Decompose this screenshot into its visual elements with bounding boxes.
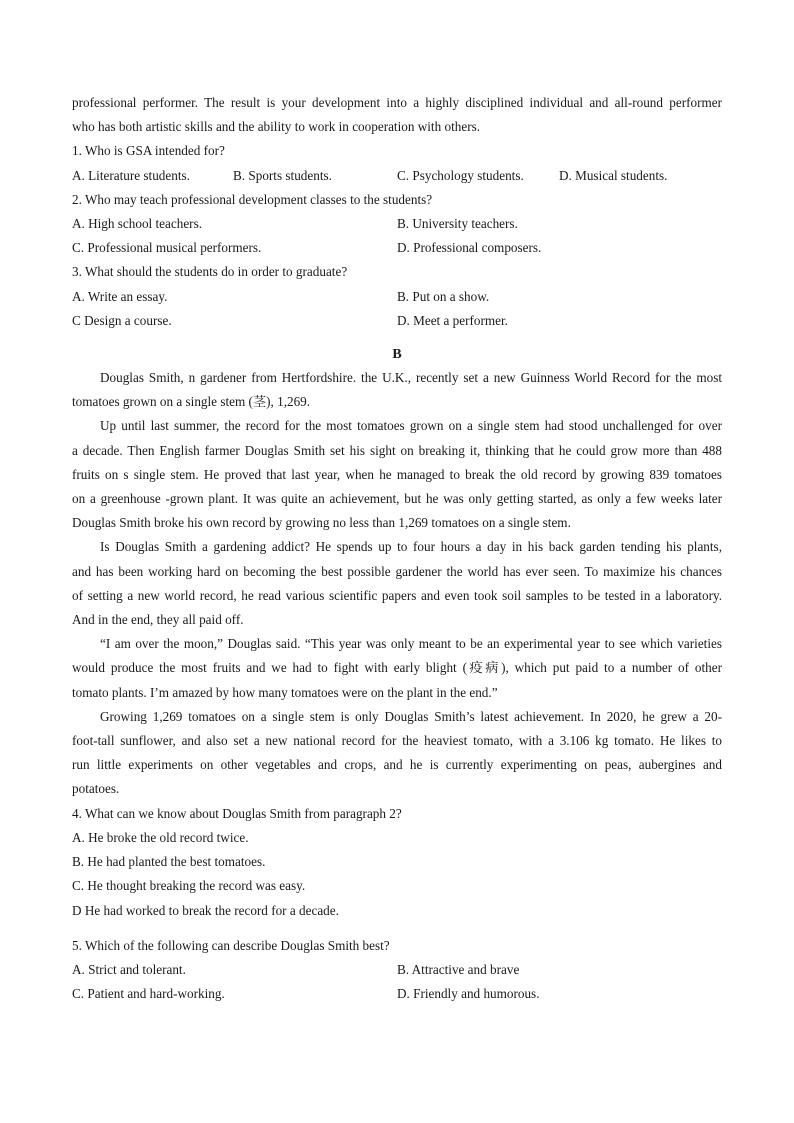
option-d: D. Musical students. bbox=[559, 167, 668, 183]
question-stem: 2. Who may teach professional development classes to the students? bbox=[72, 191, 433, 207]
section-title: B bbox=[392, 347, 402, 363]
intro-line: professional performer. The result is your development into a highly disciplined individual and all-round performer bbox=[72, 95, 722, 110]
intro-paragraph bbox=[72, 91, 722, 139]
question-options bbox=[72, 236, 722, 260]
option-a: A. High school teachers. bbox=[72, 216, 203, 232]
question-5 bbox=[72, 934, 722, 1007]
option-b: B. Put on a show. bbox=[397, 288, 490, 304]
passage-paragraph-5 bbox=[72, 705, 722, 802]
paragraph-line: Douglas Smith broke his own record by growing no less than 1,269 tomatoes on a single stem. bbox=[72, 515, 571, 531]
option-b: B. Sports students. bbox=[233, 167, 332, 183]
question-options bbox=[72, 212, 722, 236]
question-options bbox=[72, 164, 722, 188]
option-b: B. University teachers. bbox=[397, 216, 518, 232]
option-a: A. Strict and tolerant. bbox=[72, 961, 186, 977]
question-options bbox=[72, 982, 722, 1006]
option-d: D. Meet a performer. bbox=[397, 312, 508, 328]
paragraph-line: “I am over the moon,” Douglas said. “This year was only meant to be an experimental year to see which varieties bbox=[100, 636, 722, 652]
paragraph-line: and has been working hard on becoming the best possible gardener the world has ever seen. To maximize his chances bbox=[72, 563, 722, 579]
option-c: C. He thought breaking the record was easy. bbox=[72, 878, 306, 894]
option-c: C. Psychology students. bbox=[397, 167, 524, 183]
paragraph-line: Up until last summer, the record for the most tomatoes grown on a single stem had stood unchallenged for over bbox=[100, 418, 722, 434]
option-b: B. Attractive and brave bbox=[397, 961, 520, 977]
question-stem: 3. What should the students do in order to graduate? bbox=[72, 264, 348, 280]
paragraph-line: Growing 1,269 tomatoes on a single stem is only Douglas Smith’s latest achievement. In 2020, he grew a 20- bbox=[100, 708, 722, 724]
question-options bbox=[72, 285, 722, 309]
option-d: D. Friendly and humorous. bbox=[397, 986, 540, 1002]
paragraph-line: on a greenhouse -grown plant. It was quite an achievement, but he was only getting started, as only a few weeks later bbox=[72, 491, 722, 507]
question-stem: 5. Which of the following can describe Douglas Smith best? bbox=[72, 937, 390, 953]
paragraph-line: of setting a new world record, he read various scientific papers and even took soil samples to be tested in a laboratory. bbox=[72, 587, 722, 603]
passage-paragraph-2 bbox=[72, 414, 722, 535]
paragraph-line: tomato plants. I’m amazed by how many tomatoes were on the plant in the end.” bbox=[72, 684, 498, 700]
question-1 bbox=[72, 139, 722, 187]
option-c: C Design a course. bbox=[72, 312, 172, 328]
question-stem: 1. Who is GSA intended for? bbox=[72, 143, 225, 159]
paragraph-line: tomatoes grown on a single stem (茎), 1,269. bbox=[72, 394, 311, 410]
paragraph-line: Is Douglas Smith a gardening addict? He spends up to four hours a day in his back garden tending his plants, bbox=[100, 539, 722, 555]
option-d: D He had worked to break the record for a decade. bbox=[72, 902, 339, 918]
option-a: A. Write an essay. bbox=[72, 288, 168, 304]
document-page bbox=[72, 91, 722, 1006]
question-4 bbox=[72, 802, 722, 923]
option-d: D. Professional composers. bbox=[397, 240, 542, 256]
option-c: C. Patient and hard-working. bbox=[72, 986, 225, 1002]
paragraph-line: Douglas Smith, n gardener from Hertfordshire. the U.K., recently set a new Guinness World Record for the most bbox=[100, 370, 722, 386]
paragraph-line: potatoes. bbox=[72, 781, 120, 797]
option-a: A. He broke the old record twice. bbox=[72, 829, 249, 845]
paragraph-line: And in the end, they all paid off. bbox=[72, 612, 244, 628]
option-c: C. Professional musical performers. bbox=[72, 240, 262, 256]
option-b: B. He had planted the best tomatoes. bbox=[72, 854, 266, 870]
question-options bbox=[72, 958, 722, 982]
paragraph-line: a decade. Then English farmer Douglas Smith set his sight on breaking it, thinking that he could grow more than 488 bbox=[72, 442, 722, 458]
intro-line: who has both artistic skills and the ability to work in cooperation with others. bbox=[72, 119, 481, 135]
paragraph-line: foot-tall sunflower, and also set a new national record for the heaviest tomato, with a 3.106 kg tomato. He likes to bbox=[72, 733, 722, 749]
option-a: A. Literature students. bbox=[72, 167, 190, 183]
question-3 bbox=[72, 260, 722, 333]
paragraph-line: run little experiments on other vegetables and crops, and he is currently experimenting on peas, aubergines and bbox=[72, 757, 722, 773]
question-2 bbox=[72, 188, 722, 261]
question-stem: 4. What can we know about Douglas Smith from paragraph 2? bbox=[72, 805, 402, 821]
spacer bbox=[72, 923, 722, 934]
paragraph-line: fruits on s single stem. He proved that last year, when he managed to break the old record by growing 839 tomatoes bbox=[72, 466, 722, 482]
paragraph-line: would produce the most fruits and we had to fight with early blight (疫病), which put paid to a number of other bbox=[72, 660, 722, 676]
passage-paragraph-3 bbox=[72, 535, 722, 632]
passage-paragraph-1 bbox=[72, 366, 722, 414]
question-options bbox=[72, 309, 722, 333]
passage-paragraph-4 bbox=[72, 632, 722, 705]
